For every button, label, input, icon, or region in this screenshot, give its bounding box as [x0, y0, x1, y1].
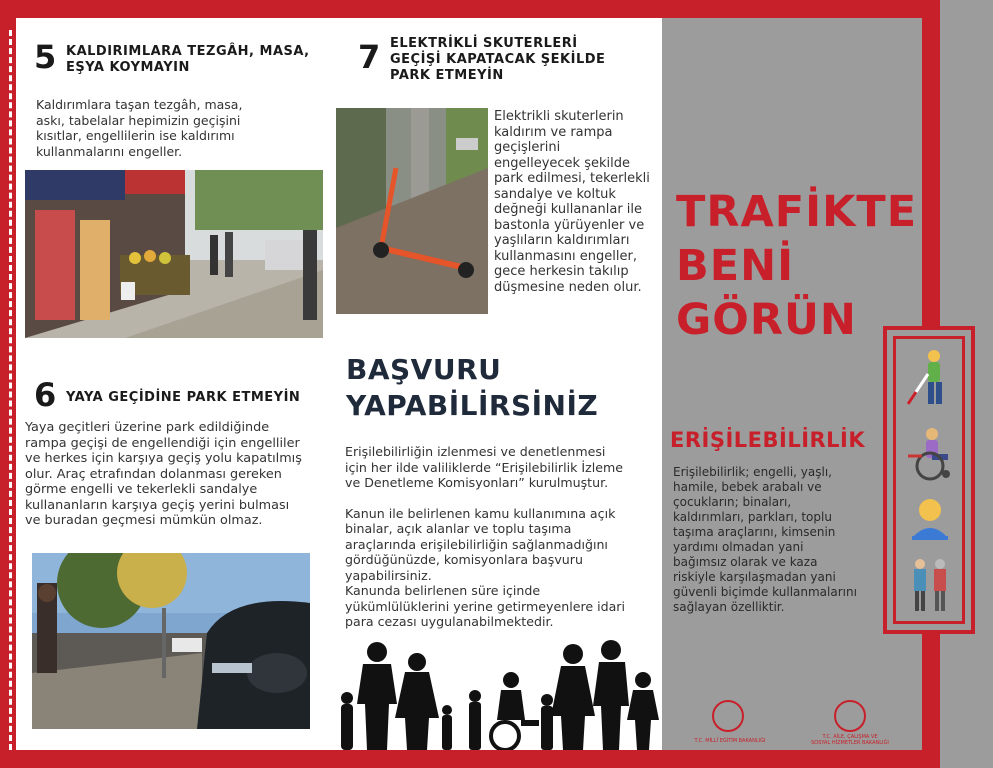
section-6-number: 6 [34, 376, 57, 414]
section-6-body-line: ve buradan geçmesi mümkün olmaz. [25, 513, 263, 528]
person-face-icon [912, 499, 948, 540]
eris-line: taşıma araçlarını, kimsenin [673, 525, 836, 539]
section-6-body-line: rampa geçişi de engellendiği için engelliler [25, 435, 300, 451]
meb-logo-icon [712, 700, 744, 732]
eris-line: çocukların; binaları, [673, 495, 792, 509]
section-7-body-line: sandalye ve koltuk [494, 186, 616, 202]
section-7-body-line: bastonla yürüyenler ve [494, 217, 645, 233]
eris-line: riskiyle karşılaşmadan yani [673, 570, 836, 584]
family-silhouette [335, 640, 660, 750]
ministry-logo-line: T.C. AİLE, ÇALIŞMA VE [822, 734, 878, 740]
ministry-logo-text [800, 734, 900, 746]
left-border [0, 0, 16, 768]
people-silhouette-icon [335, 640, 660, 750]
basvuru-line: araçlarında erişilebilirliğin sağlanmadığını [345, 536, 608, 552]
bottom-border [0, 750, 940, 768]
eris-line: hamile, bebek arabalı ve [673, 480, 822, 494]
erisilebilirlik-body [673, 465, 878, 615]
section-6-body-line: kullananların karşıya geçiş yerini bulması [25, 497, 290, 513]
basvuru-line: ve Denetleme Komisyonları” kurulmuştur. [345, 475, 609, 490]
section-7-body-line: düşmesine neden olur. [494, 279, 642, 295]
section-7-body-line: park edilmesi, tekerlekli [494, 171, 650, 186]
section-5-body-line: kullanmalarını engeller. [36, 143, 183, 159]
section-7-body-line: gece herkesin takılıp [494, 264, 629, 279]
eris-line: Erişilebilirlik; engelli, yaşlı, [673, 465, 832, 479]
section-6-body-line: olur. Araç etrafından dolanması gereken [25, 466, 282, 482]
erisilebilirlik-heading: ERİŞİLEBİLİRLİK [670, 428, 866, 452]
eris-line: güvenli biçimde kullanmalarını [673, 585, 857, 599]
eris-line: sağlayan özelliktir. [673, 600, 785, 614]
basvuru-line: gördüğünüzde, komisyonlara başvuru [345, 552, 583, 567]
right-title-line: BENİ [676, 241, 795, 291]
section-6-body-line: ve herkes için karşıya geçiş yolu kapatılmış [25, 451, 302, 466]
basvuru-title [346, 352, 598, 424]
section-5-body-line: kısıtlar, engellilerin ise kaldırımı [36, 128, 235, 143]
section-6-title: YAYA GEÇİDİNE PARK ETMEYİN [66, 390, 301, 405]
section-7-body-line: kullanmasını engeller, [494, 248, 637, 264]
section-7-body-line: geçişlerini [494, 140, 561, 155]
section-7-title-line: PARK ETMEYİN [390, 68, 504, 83]
trafikte-beni-gorun-title [676, 185, 917, 347]
section-7-title-line: ELEKTRİKLİ SKUTERLERİ [390, 36, 578, 51]
basvuru-line: Erişilebilirliğin izlenmesi ve denetlenmesi [345, 444, 606, 459]
section-7-body [494, 109, 664, 295]
accessibility-icons-svg [902, 348, 958, 618]
eris-line: kaldırımları, parkları, toplu [673, 510, 832, 524]
basvuru-body [345, 444, 655, 630]
section-7-body-line: engelleyecek şekilde [494, 155, 630, 171]
eris-line: yardımı olmadan yani [673, 540, 804, 554]
section-5-title [66, 44, 326, 76]
eris-line: bağımsız olarak ve kaza [673, 555, 818, 569]
section-7-body-line: kaldırım ve rampa [494, 124, 613, 140]
wheelchair-user-icon [908, 428, 950, 479]
section-5-body-line: Kaldırımlara taşan tezgâh, masa, [36, 97, 243, 112]
section-7-body-line: değneği kullananlar ile [494, 202, 643, 217]
scooter-illustration [336, 108, 488, 314]
section-5-number: 5 [34, 38, 57, 76]
section-5-title-line: KALDIRIMLARA TEZGÂH, MASA, [66, 44, 310, 59]
left-dashed-line [9, 30, 12, 750]
meb-logo-text: T.C. MİLLÎ EĞİTİM BAKANLIĞI [694, 738, 766, 744]
ministry-logo-line: SOSYAL HİZMETLER BAKANLIĞI [811, 740, 889, 746]
section-7-number: 7 [358, 38, 381, 76]
top-border [0, 0, 993, 18]
basvuru-line: Kanunda belirlenen süre içinde [345, 583, 541, 598]
section-5-body-line: askı, tabelalar hepimizin geçişini [36, 112, 241, 128]
right-title-line: GÖRÜN [676, 295, 857, 345]
street-stall-illustration [25, 170, 323, 338]
basvuru-line: para cezası uygulanabilmektedir. [345, 614, 554, 629]
section-5-body [36, 97, 316, 159]
basvuru-line: yükümlülüklerini yerine getirmeyenlere idari [345, 598, 625, 614]
section-5-title-line: EŞYA KOYMAYIN [66, 60, 190, 75]
section-6-body-line: görme engelli ve tekerlekli sandalye [25, 482, 258, 497]
basvuru-line: yapabilirsiniz. [345, 567, 432, 583]
right-title-line: TRAFİKTE [676, 187, 918, 237]
blind-person-icon [908, 350, 942, 404]
section-7-title [390, 36, 650, 84]
basvuru-line: için her ilde valiliklerde “Erişilebilirlik İzleme [345, 459, 623, 475]
scooter-photo [336, 108, 488, 314]
section-6-body-line: Yaya geçitleri üzerine park edildiğinde [25, 420, 270, 435]
elderly-couple-icon [914, 559, 946, 611]
basvuru-line: Kanun ile belirlenen kamu kullanımına açık [345, 505, 616, 521]
section-7-title-line: GEÇİŞİ KAPATACAK ŞEKİLDE [390, 52, 606, 67]
parked-car-illustration [32, 553, 310, 729]
section-6-body [25, 420, 330, 529]
street-stall-photo [25, 170, 323, 338]
basvuru-title-line: YAPABİLİRSİNİZ [346, 389, 599, 422]
ministry-logo-icon [834, 700, 866, 732]
basvuru-title-line: BAŞVURU [346, 353, 502, 386]
accessibility-icons [902, 348, 958, 618]
basvuru-line: binalar, açık alanlar ve toplu taşıma [345, 521, 572, 536]
parked-car-photo [32, 553, 310, 729]
section-7-body-line: yaşlıların kaldırımları [494, 233, 630, 248]
section-7-body-line: Elektrikli skuterlerin [494, 109, 624, 124]
